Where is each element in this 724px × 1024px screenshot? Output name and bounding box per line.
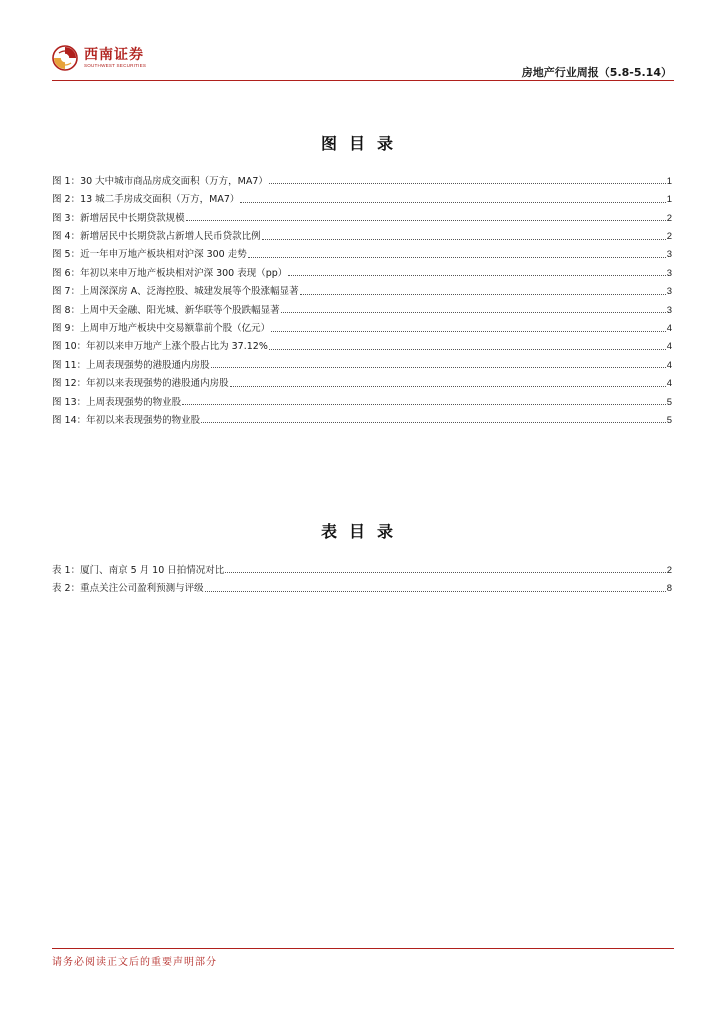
dot-leader xyxy=(211,367,666,368)
figure-toc-entry[interactable] xyxy=(52,278,672,296)
dot-leader xyxy=(205,591,666,592)
toc-entry-label: 图 13：上周表现强势的物业股 xyxy=(52,396,182,408)
toc-entry-label: 表 1：厦门、南京 5 月 10 日拍情况对比 xyxy=(52,564,225,576)
toc-entry-page-number: 3 xyxy=(666,286,672,298)
brand-logo xyxy=(52,42,146,74)
toc-entry-page-number: 4 xyxy=(666,359,672,371)
toc-entry-page-number: 4 xyxy=(666,341,672,353)
footer-disclaimer: 请务必阅读正文后的重要声明部分 xyxy=(52,957,217,968)
figure-toc-entry[interactable] xyxy=(52,242,672,260)
page-header xyxy=(52,40,674,84)
figure-toc-entry[interactable] xyxy=(52,352,672,370)
table-toc-entry[interactable] xyxy=(52,575,672,593)
toc-entry-label: 图 8：上周中天金融、阳光城、新华联等个股跌幅显著 xyxy=(52,304,280,316)
brand-subtitle: SOUTHWEST SECURITIES xyxy=(84,62,147,68)
toc-entry-page-number: 2 xyxy=(666,564,672,576)
dot-leader xyxy=(262,239,666,240)
toc-entry-label: 图 10：年初以来申万地产上涨个股占比为 37.12% xyxy=(52,341,268,353)
footer-divider xyxy=(52,948,674,949)
toc-entry-label: 表 2：重点关注公司盈利预测与评级 xyxy=(52,583,204,595)
toc-entry-page-number: 4 xyxy=(666,378,672,390)
dot-leader xyxy=(248,257,666,258)
toc-entry-label: 图 14：年初以来表现强势的物业股 xyxy=(52,414,201,426)
figure-toc-entry[interactable] xyxy=(52,205,672,223)
toc-entry-page-number: 3 xyxy=(666,267,672,279)
dot-leader xyxy=(269,183,666,184)
dot-leader xyxy=(225,572,665,573)
dot-leader xyxy=(281,312,666,313)
figure-toc-entry[interactable] xyxy=(52,297,672,315)
toc-entry-label: 图 9：上周申万地产板块中交易额靠前个股（亿元） xyxy=(52,323,271,335)
figure-toc-entry[interactable] xyxy=(52,389,672,407)
toc-entry-page-number: 8 xyxy=(666,583,672,595)
report-title: 房地产行业周报（5.8-5.14） xyxy=(521,66,672,79)
toc-entry-label: 图 5：近一年申万地产板块相对沪深 300 走势 xyxy=(52,249,247,261)
table-toc-entry[interactable] xyxy=(52,557,672,575)
toc-entry-page-number: 4 xyxy=(666,323,672,335)
toc-entry-label: 图 7：上周深深房 A、泛海控股、城建发展等个股涨幅显著 xyxy=(52,286,299,298)
figure-toc-entry[interactable] xyxy=(52,334,672,352)
figure-toc-entry[interactable] xyxy=(52,223,672,241)
toc-entry-page-number: 2 xyxy=(666,231,672,243)
toc-entry-page-number: 5 xyxy=(666,396,672,408)
table-toc-list xyxy=(52,557,672,594)
dot-leader xyxy=(186,220,666,221)
header-divider xyxy=(52,80,674,81)
figure-toc-list xyxy=(52,168,672,425)
dot-leader xyxy=(300,294,666,295)
figure-toc-title: 图目录 xyxy=(320,134,405,153)
toc-entry-page-number: 1 xyxy=(666,194,672,206)
toc-entry-label: 图 11：上周表现强势的港股通内房股 xyxy=(52,359,210,371)
dot-leader xyxy=(269,349,666,350)
dot-leader xyxy=(201,422,666,423)
toc-entry-page-number: 5 xyxy=(666,414,672,426)
toc-entry-label: 图 6：年初以来申万地产板块相对沪深 300 表现（pp） xyxy=(52,267,288,279)
figure-toc-entry[interactable] xyxy=(52,407,672,425)
toc-entry-page-number: 1 xyxy=(666,175,672,187)
toc-entry-page-number: 3 xyxy=(666,304,672,316)
brand-name: 西南证券 xyxy=(84,46,144,63)
toc-entry-page-number: 3 xyxy=(666,249,672,261)
figure-toc-entry[interactable] xyxy=(52,186,672,204)
figure-toc-entry[interactable] xyxy=(52,370,672,388)
toc-entry-label: 图 12：年初以来表现强势的港股通内房股 xyxy=(52,378,229,390)
toc-entry-label: 图 4：新增居民中长期贷款占新增人民币贷款比例 xyxy=(52,231,261,243)
toc-entry-label: 图 2：13 城二手房成交面积（万方，MA7） xyxy=(52,194,240,206)
figure-toc-entry[interactable] xyxy=(52,260,672,278)
toc-entry-label: 图 1：30 大中城市商品房成交面积（万方，MA7） xyxy=(52,175,268,187)
toc-entry-page-number: 2 xyxy=(666,212,672,224)
dot-leader xyxy=(288,275,665,276)
logo-emblem-icon xyxy=(52,45,78,71)
dot-leader xyxy=(182,404,666,405)
toc-entry-label: 图 3：新增居民中长期贷款规模 xyxy=(52,212,185,224)
dot-leader xyxy=(271,331,666,332)
figure-toc-entry[interactable] xyxy=(52,168,672,186)
dot-leader xyxy=(230,386,666,387)
dot-leader xyxy=(240,202,665,203)
table-toc-title: 表目录 xyxy=(320,522,405,541)
figure-toc-entry[interactable] xyxy=(52,315,672,333)
